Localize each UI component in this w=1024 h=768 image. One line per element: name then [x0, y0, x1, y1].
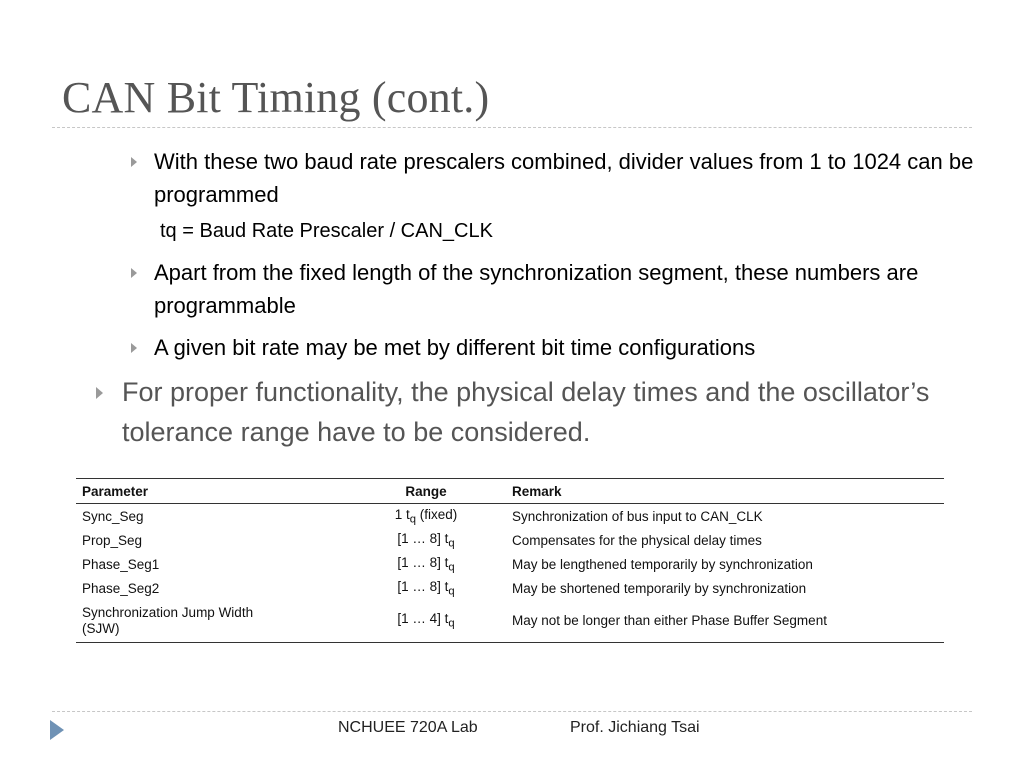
sub-bullet — [154, 331, 974, 364]
title-divider — [52, 127, 972, 128]
cell-parameter: Phase_Seg2 — [82, 580, 160, 596]
cell-remark: Synchronization of bus input to CAN_CLK — [512, 508, 763, 524]
sub-bullet-text: A given bit rate may be met by different bit time configurations — [154, 335, 756, 360]
table-row — [76, 600, 944, 643]
table-row — [76, 552, 944, 576]
cell-parameter: Synchronization Jump Width (SJW) — [76, 600, 346, 643]
slide-title: CAN Bit Timing (cont.) — [62, 73, 490, 122]
main-bullet — [122, 372, 942, 452]
cell-remark: May not be longer than either Phase Buffer Segment — [506, 600, 944, 643]
main-bullet-text: For proper functionality, the physical delay times and the oscillator’s tolerance range have to be considered. — [122, 377, 930, 447]
formula-text: tq = Baud Rate Prescaler / CAN_CLK — [160, 220, 493, 242]
table-header-row — [76, 479, 944, 504]
cell-remark: May be lengthened temporarily by synchronization — [512, 556, 813, 572]
next-slide-arrow-icon[interactable] — [50, 720, 64, 740]
table-row — [76, 576, 944, 600]
table-row — [76, 504, 944, 529]
bullet-arrow-icon — [131, 268, 137, 278]
cell-range: [1 … 8] $t_q$ — [397, 578, 455, 598]
sub-bullet — [154, 145, 974, 211]
footer-author: Prof. Jichiang Tsai — [570, 719, 700, 736]
cell-range: [1 … 4] $t_q$ — [346, 600, 506, 643]
cell-range: [1 … 8] $t_q$ — [397, 554, 455, 574]
header-remark: Remark — [506, 479, 944, 504]
bullet-arrow-icon — [96, 387, 103, 399]
cell-parameter: Sync_Seg — [82, 508, 144, 524]
cell-parameter: Phase_Seg1 — [82, 556, 160, 572]
cell-remark: May be shortened temporarily by synchronization — [512, 580, 807, 596]
sub-bullet-text: With these two baud rate prescalers combined, divider values from 1 to 1024 can be programmed — [154, 149, 974, 207]
cell-range: 1 $t_q$ (fixed) — [394, 506, 458, 526]
header-parameter: Parameter — [76, 479, 346, 504]
footer-lab: NCHUEE 720A Lab — [338, 719, 478, 736]
bit-timing-parameter-table — [76, 478, 944, 643]
bullet-arrow-icon — [131, 157, 137, 167]
header-range: Range — [346, 479, 506, 504]
footer-divider — [52, 711, 972, 712]
sub-bullet-text: Apart from the fixed length of the synchronization segment, these numbers are programmable — [154, 260, 919, 318]
table-row — [76, 528, 944, 552]
cell-range: [1 … 8] $t_q$ — [397, 530, 455, 550]
cell-parameter: Prop_Seg — [82, 532, 143, 548]
sub-bullet — [154, 256, 974, 322]
cell-remark: Compensates for the physical delay times — [512, 532, 762, 548]
bullet-arrow-icon — [131, 343, 137, 353]
